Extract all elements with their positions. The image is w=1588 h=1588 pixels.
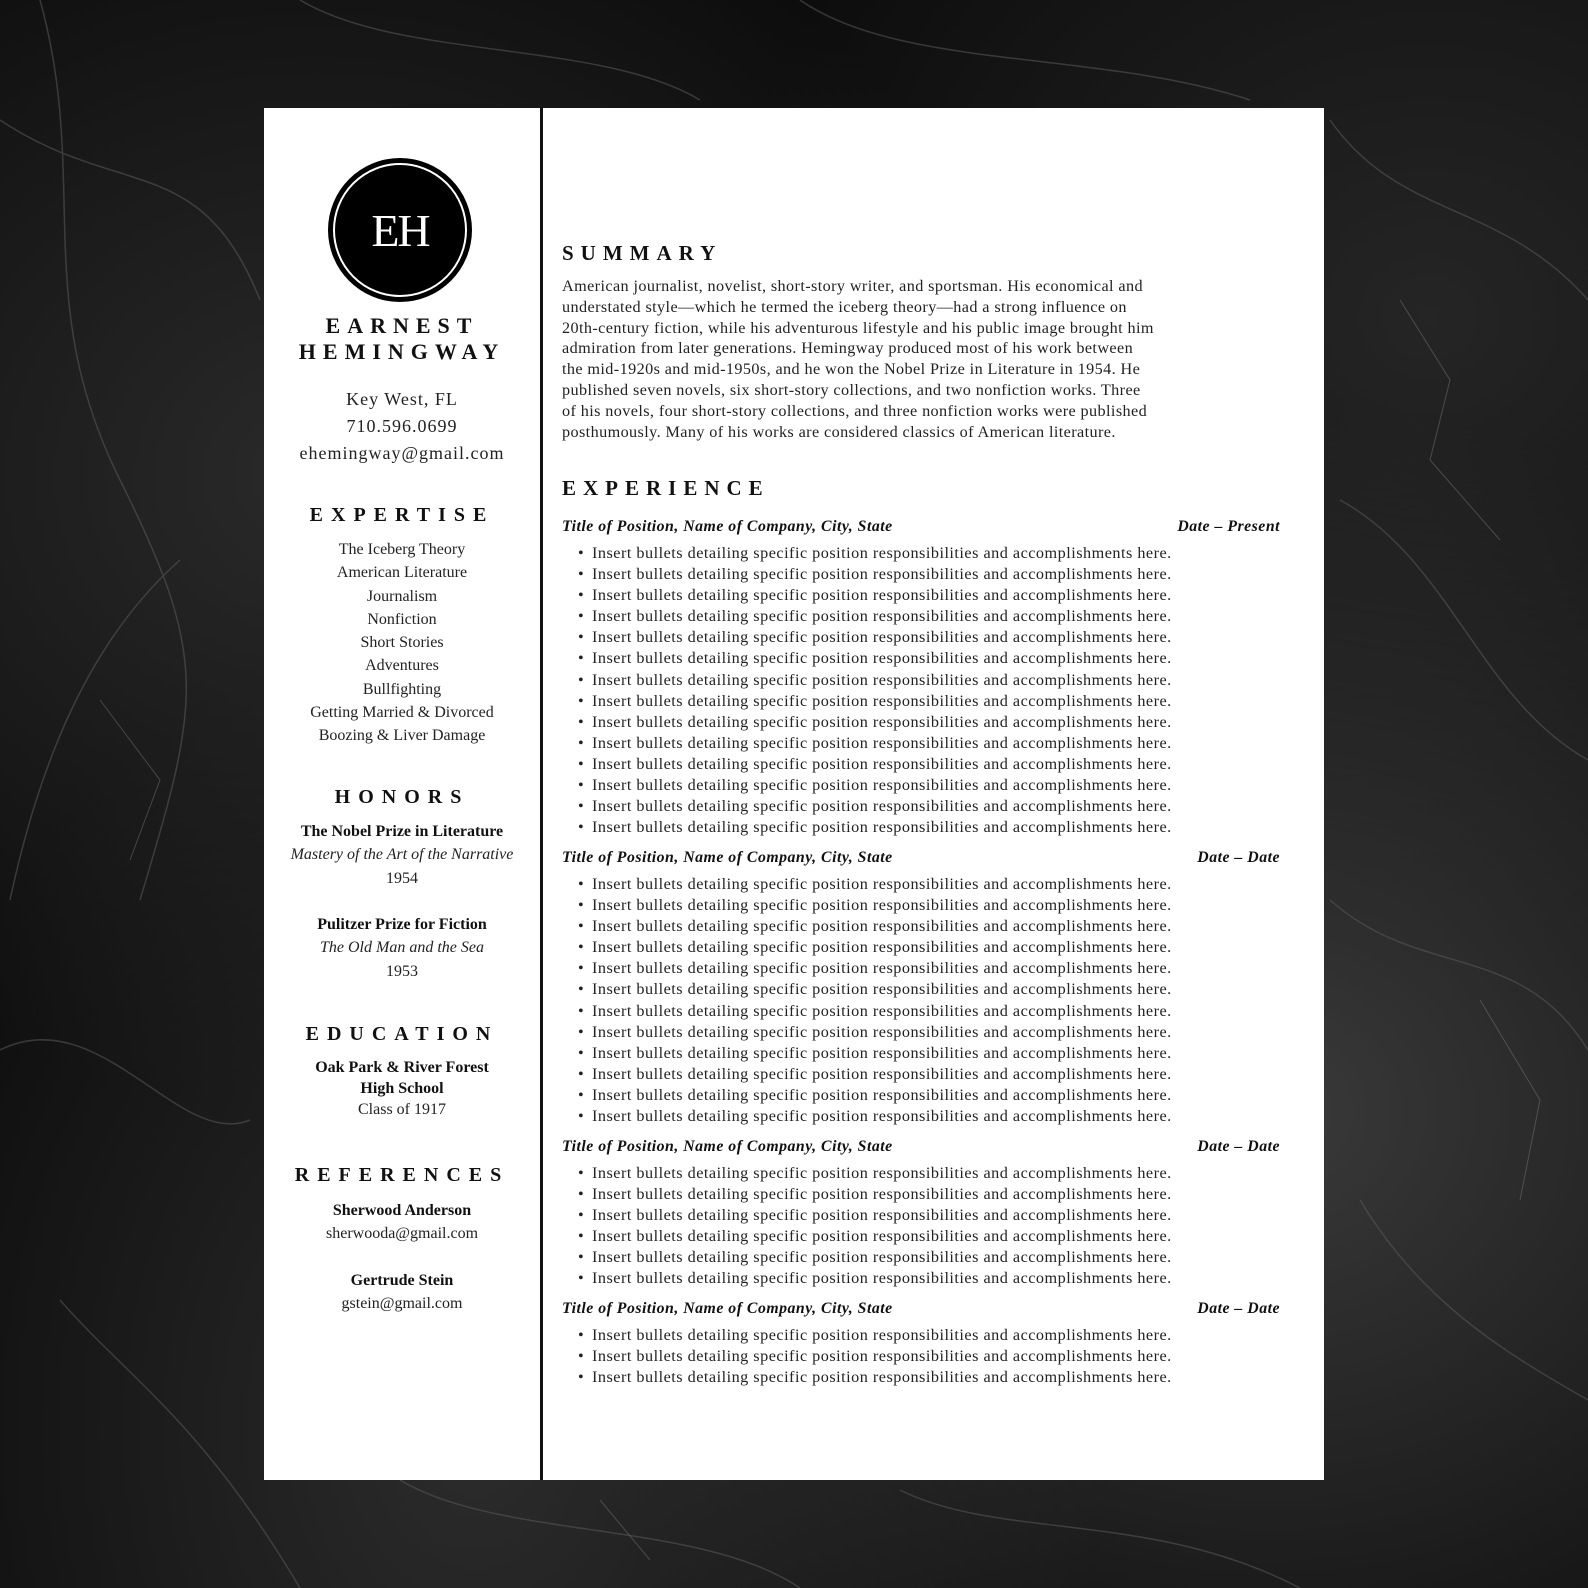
- job-bullets: [578, 1325, 1172, 1388]
- bullet-item: • Insert bullets detailing specific position responsibilities and accomplishments here.: [578, 775, 1172, 796]
- expertise-list: [264, 538, 540, 748]
- job-date: Date – Date: [1197, 849, 1280, 866]
- bullet-item: • Insert bullets detailing specific position responsibilities and accomplishments here.: [578, 1022, 1172, 1043]
- bullet-item: • Insert bullets detailing specific position responsibilities and accomplishments here.: [578, 670, 1172, 691]
- bullet-item: • Insert bullets detailing specific position responsibilities and accomplishments here.: [578, 1346, 1172, 1367]
- bullet-item: • Insert bullets detailing specific position responsibilities and accomplishments here.: [578, 1043, 1172, 1064]
- column-divider: [540, 108, 543, 1480]
- reference-entry: Sherwood Anderson sherwooda@gmail.com: [325, 1202, 479, 1243]
- bullet-item: • Insert bullets detailing specific position responsibilities and accomplishments here.: [578, 1163, 1172, 1184]
- bullet-item: • Insert bullets detailing specific position responsibilities and accomplishments here.: [578, 979, 1172, 1000]
- monogram-initials: EH: [371, 204, 429, 256]
- list-item: Bullfighting: [362, 680, 442, 698]
- summary-heading: SUMMARY: [562, 241, 723, 265]
- reference-entry: Gertrude Stein gstein@gmail.com: [341, 1272, 463, 1313]
- list-item: Adventures: [365, 657, 439, 675]
- list-item: The Iceberg Theory: [338, 541, 466, 558]
- education-heading: EDUCATION: [305, 1023, 499, 1045]
- bullet-item: • Insert bullets detailing specific position responsibilities and accomplishments here.: [578, 1325, 1172, 1346]
- location: Key West, FL: [346, 389, 458, 409]
- education-entry: Oak Park & River Forest High School Class of 1917: [315, 1059, 489, 1118]
- job-title: Title of Position, Name of Company, City, State Date – Date: [562, 1138, 1280, 1155]
- list-item: Getting Married & Divorced: [310, 704, 494, 722]
- bullet-item: • Insert bullets detailing specific position responsibilities and accomplishments here.: [578, 754, 1172, 775]
- list-item: Boozing & Liver Damage: [318, 727, 486, 745]
- list-item: Journalism: [366, 587, 438, 605]
- experience-heading: EXPERIENCE: [562, 476, 770, 500]
- bullet-item: • Insert bullets detailing specific position responsibilities and accomplishments here.: [578, 1085, 1172, 1106]
- resume-sidebar: [264, 108, 540, 1480]
- honors-heading: HONORS: [334, 786, 470, 808]
- bullet-item: • Insert bullets detailing specific position responsibilities and accomplishments here.: [578, 937, 1172, 958]
- bullet-item: • Insert bullets detailing specific position responsibilities and accomplishments here.: [578, 1226, 1172, 1247]
- bullet-item: • Insert bullets detailing specific position responsibilities and accomplishments here.: [578, 648, 1172, 669]
- honor-entry: The Nobel Prize in Literature Mastery of the Art of the Narrative 1954: [290, 823, 514, 887]
- job-title: Title of Position, Name of Company, City, State Date – Date: [562, 849, 1280, 866]
- bullet-item: • Insert bullets detailing specific position responsibilities and accomplishments here.: [578, 817, 1172, 838]
- list-item: American Literature: [336, 564, 468, 582]
- bullet-item: • Insert bullets detailing specific position responsibilities and accomplishments here.: [578, 1064, 1172, 1085]
- bullet-item: • Insert bullets detailing specific position responsibilities and accomplishments here.: [578, 627, 1172, 648]
- candidate-name: EARNEST HEMINGWAY: [298, 313, 506, 364]
- job-title: Title of Position, Name of Company, City, State Date – Present: [562, 518, 1280, 535]
- list-item: Nonfiction: [367, 610, 437, 628]
- references-heading: REFERENCES: [294, 1164, 510, 1186]
- job-bullets: [578, 1163, 1172, 1290]
- bullet-item: • Insert bullets detailing specific position responsibilities and accomplishments here.: [578, 958, 1172, 979]
- bullet-item: • Insert bullets detailing specific position responsibilities and accomplishments here.: [578, 606, 1172, 627]
- bullet-item: • Insert bullets detailing specific position responsibilities and accomplishments here.: [578, 916, 1172, 937]
- contact-info: [264, 386, 540, 467]
- bullet-item: • Insert bullets detailing specific position responsibilities and accomplishments here.: [578, 895, 1172, 916]
- bullet-item: • Insert bullets detailing specific position responsibilities and accomplishments here.: [578, 796, 1172, 817]
- job-title: Title of Position, Name of Company, City, State Date – Date: [562, 1300, 1280, 1317]
- bullet-item: • Insert bullets detailing specific position responsibilities and accomplishments here.: [578, 1205, 1172, 1226]
- bullet-item: • Insert bullets detailing specific position responsibilities and accomplishments here.: [578, 564, 1172, 585]
- list-item: Short Stories: [360, 634, 444, 652]
- bullet-item: • Insert bullets detailing specific position responsibilities and accomplishments here.: [578, 733, 1172, 754]
- bullet-item: • Insert bullets detailing specific position responsibilities and accomplishments here.: [578, 1106, 1172, 1127]
- bullet-item: • Insert bullets detailing specific position responsibilities and accomplishments here.: [578, 1184, 1172, 1205]
- phone: 710.596.0699: [346, 416, 458, 436]
- job-date: Date – Date: [1197, 1138, 1280, 1155]
- bullet-item: • Insert bullets detailing specific position responsibilities and accomplishments here.: [578, 874, 1172, 895]
- bullet-item: • Insert bullets detailing specific position responsibilities and accomplishments here.: [578, 543, 1172, 564]
- bullet-item: • Insert bullets detailing specific position responsibilities and accomplishments here.: [578, 1367, 1172, 1388]
- job-date: Date – Present: [1177, 518, 1280, 535]
- bullet-item: • Insert bullets detailing specific position responsibilities and accomplishments here.: [578, 1247, 1172, 1268]
- monogram-badge: [328, 158, 472, 302]
- bullet-item: • Insert bullets detailing specific position responsibilities and accomplishments here.: [578, 1001, 1172, 1022]
- bullet-item: • Insert bullets detailing specific position responsibilities and accomplishments here.: [578, 1268, 1172, 1289]
- bullet-item: • Insert bullets detailing specific position responsibilities and accomplishments here.: [578, 691, 1172, 712]
- job-bullets: [578, 874, 1172, 1127]
- bullet-item: • Insert bullets detailing specific position responsibilities and accomplishments here.: [578, 712, 1172, 733]
- email: ehemingway@gmail.com: [299, 443, 505, 463]
- job-bullets: [578, 543, 1172, 838]
- summary-text: American journalist, novelist, short-story writer, and sportsman. His economical and understated style—which he termed the iceberg theory—had a strong influence on 20th-century fiction, while his adventurous lifestyle and his public image brought him admiration from later generations. Hemingway produced most of his work between the mid-1920s and mid-1950s, and he won the Nobel Prize in Literature in 1954. He published seven novels, six short-story collections, and two nonfiction works. Three of his novels, four short-story collections, and three nonfiction works were published posthumously. Many of his works are considered classics of American literature.: [562, 277, 1154, 441]
- expertise-heading: EXPERTISE: [309, 504, 495, 526]
- job-date: Date – Date: [1197, 1300, 1280, 1317]
- resume-page: [264, 108, 1324, 1480]
- bullet-item: • Insert bullets detailing specific position responsibilities and accomplishments here.: [578, 585, 1172, 606]
- honor-entry: Pulitzer Prize for Fiction The Old Man and the Sea 1953: [317, 916, 487, 980]
